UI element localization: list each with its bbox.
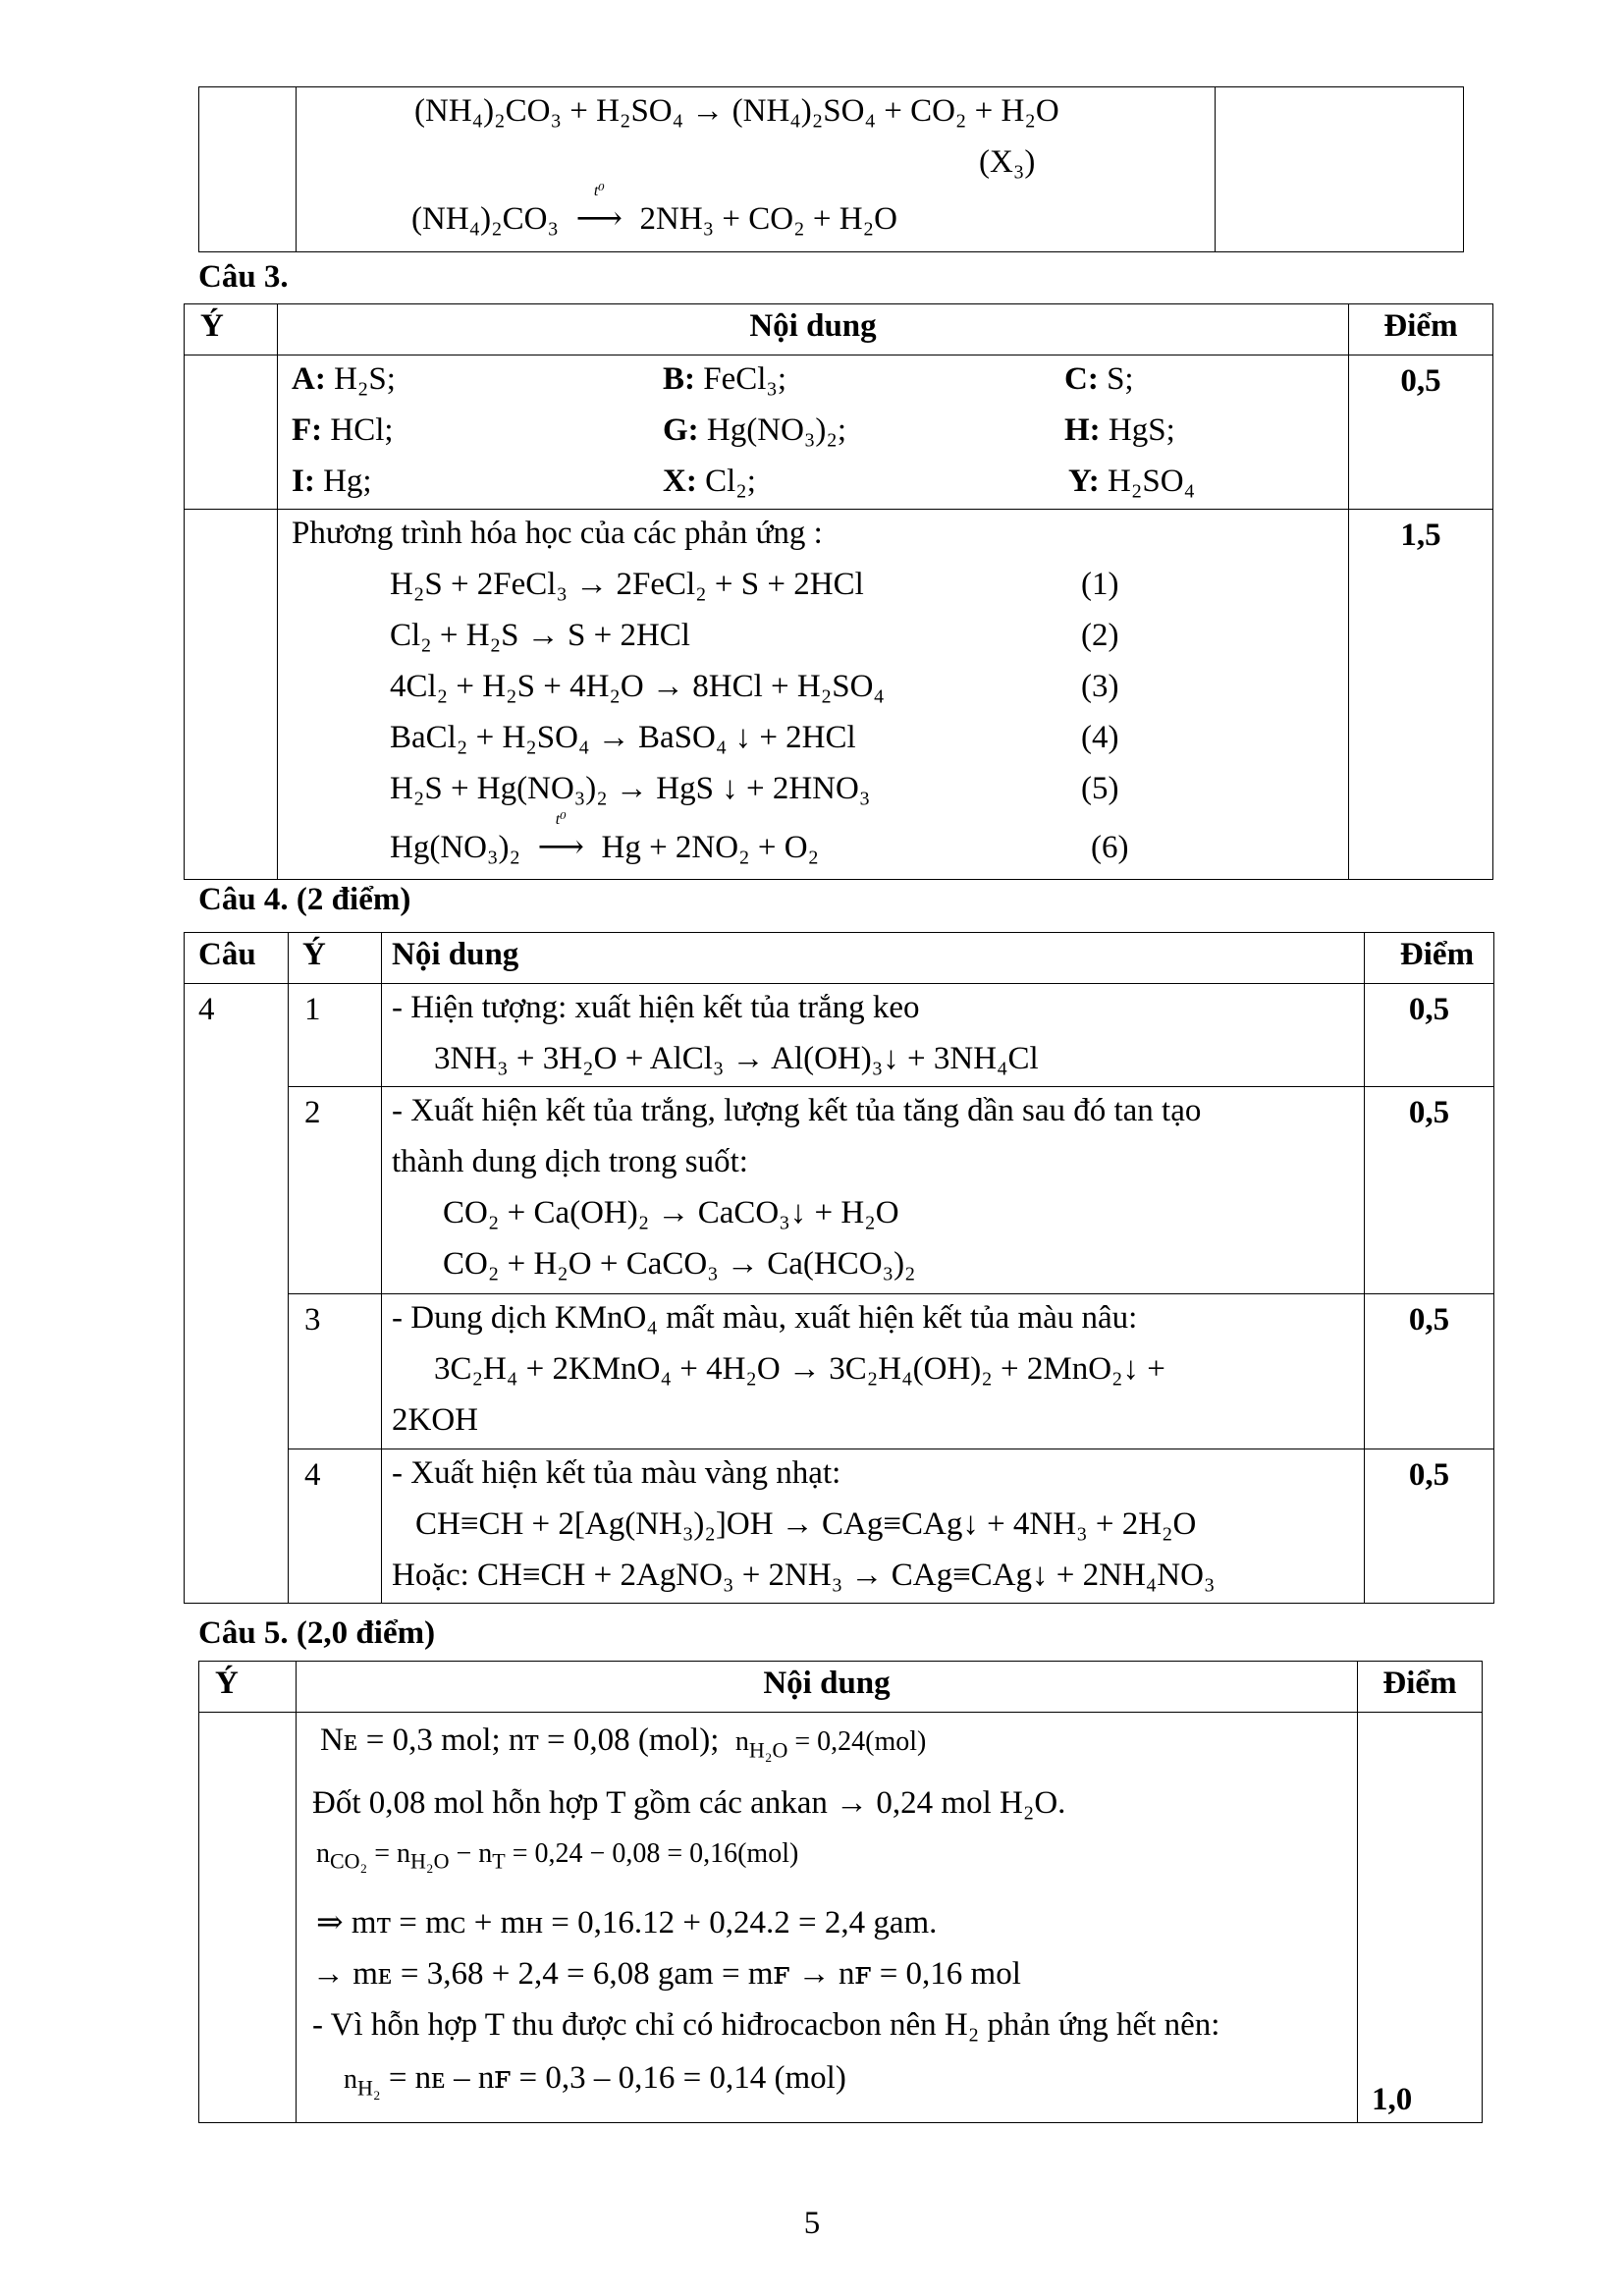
score-cell: 1,5 — [1349, 510, 1493, 880]
q3-heading: Câu 3. — [198, 259, 289, 295]
text-line: → mᴇ = 3,68 + 2,4 = 6,08 gam = mꜰ → nꜰ = 0,16 mol — [312, 1956, 1021, 1992]
q3-table — [184, 303, 1493, 880]
y-cell: 3 — [289, 1294, 382, 1449]
text-line: $n_{H_2}$ = nᴇ – nꜰ = 0,3 – 0,16 = 0,14 (mol) — [344, 2060, 846, 2101]
q5-heading: Câu 5. (2,0 điểm) — [198, 1615, 436, 1651]
heat-condition: t⁰ — [555, 811, 567, 828]
equation: H₂S + 2FeCl₃ → 2FeCl₂ + S + 2HCl — [390, 567, 864, 602]
equation: 4Cl₂ + H₂S + 4H₂O → 8HCl + H₂SO₄ — [390, 669, 885, 704]
score-cell: 0,5 — [1365, 1294, 1494, 1449]
y-cell — [185, 355, 278, 510]
equations-cell — [278, 510, 1349, 880]
header-content: Nội dung — [297, 1662, 1358, 1713]
equation: Hg(NO₃)₂ t⁰ ⟶ Hg + 2NO₂ + O₂ — [390, 811, 820, 865]
text-line: Đốt 0,08 mol hỗn hợp T gồm các ankan → 0,24 mol H₂O. — [312, 1785, 1066, 1821]
y-cell: 1 — [289, 984, 382, 1087]
equation-number: (1) — [1081, 567, 1119, 602]
text-line: $n_{CO_2} = n_{H_2O} - n_T = 0,24 - 0,08 = 0,16(mol)$ — [316, 1838, 799, 1874]
score-cell: 1,0 — [1358, 1713, 1483, 2123]
y-cell — [199, 1713, 297, 2123]
score-cell: 0,5 — [1365, 1087, 1494, 1294]
header-score: Điểm — [1349, 304, 1493, 355]
equation: H₂S + Hg(NO₃)₂ → HgS ↓ + 2HNO₃ — [390, 771, 871, 806]
substance-a: A: H₂S; — [292, 361, 396, 397]
header-content: Nội dung — [278, 304, 1349, 355]
content-cell — [297, 1713, 1358, 2123]
substance-h: H: HgS; — [1064, 412, 1175, 448]
header-content: Nội dung — [382, 933, 1365, 984]
score-cell: 0,5 — [1365, 1449, 1494, 1604]
y-cell: 4 — [289, 1449, 382, 1604]
text-line: ⇒ mᴛ = mᴄ + mʜ = 0,16.12 + 0,24.2 = 2,4 gam. — [316, 1905, 938, 1941]
top-table-score-cell — [1216, 87, 1464, 252]
equations-intro: Phương trình hóa học của các phản ứng : — [292, 516, 823, 551]
q4-heading: Câu 4. (2 điểm) — [198, 882, 411, 917]
q5-table — [198, 1661, 1483, 2123]
equation-number: (2) — [1081, 618, 1119, 653]
header-y: Ý — [185, 304, 278, 355]
heat-condition: t⁰ — [593, 183, 605, 199]
score-cell: 0,5 — [1349, 355, 1493, 510]
top-table — [198, 86, 1464, 252]
equation-label: (X₃) — [979, 144, 1036, 180]
equation: Cl₂ + H₂S → S + 2HCl — [390, 618, 690, 653]
cau-cell: 4 — [185, 984, 289, 1604]
score-cell: 0,5 — [1365, 984, 1494, 1087]
equation-number: (5) — [1081, 771, 1119, 806]
equation: (NH₄)₂CO₃ t⁰ ⟶ 2NH₃ + CO₂ + H₂O — [411, 183, 897, 237]
header-score: Điểm — [1358, 1662, 1483, 1713]
content-cell: - Hiện tượng: xuất hiện kết tủa trắng keo 3NH₃ + 3H₂O + AlCl₃ → Al(OH)₃↓ + 3NH₄Cl — [382, 984, 1365, 1087]
substance-g: G: Hg(NO₃)₂; — [663, 412, 847, 448]
q4-table — [184, 932, 1494, 1604]
top-table-y-cell — [199, 87, 297, 252]
header-cau: Câu — [185, 933, 289, 984]
substance-x: X: Cl₂; — [663, 464, 756, 499]
page-number: 5 — [803, 2206, 821, 2241]
header-score: Điểm — [1365, 933, 1494, 984]
equation-number: (4) — [1081, 720, 1119, 755]
header-y: Ý — [289, 933, 382, 984]
text-line: - Vì hỗn hợp T thu được chỉ có hiđrocacbon nên H₂ phản ứng hết nên: — [312, 2007, 1220, 2043]
equation: BaCl₂ + H₂SO₄ → BaSO₄ ↓ + 2HCl — [390, 720, 856, 755]
equation-number: (6) — [1091, 830, 1129, 865]
equation: (NH₄)₂CO₃ + H₂SO₄ → (NH₄)₂SO₄ + CO₂ + H₂O — [414, 93, 1059, 129]
y-cell: 2 — [289, 1087, 382, 1294]
text-line: Nᴇ = 0,3 mol; nᴛ = 0,08 (mol); $n_{H_2O} = 0,24(mol)$ — [320, 1722, 927, 1763]
substance-b: B: FeCl₃; — [663, 361, 787, 397]
content-cell: - Xuất hiện kết tủa màu vàng nhạt: CH≡CH + 2[Ag(NH₃)₂]OH → CAg≡CAg↓ + 4NH₃ + 2H₂O Hoặc: CH≡CH + 2AgNO₃ + 2NH₃ → CAg≡CAg↓ + 2NH₄NO₃ — [382, 1449, 1365, 1604]
y-cell — [185, 510, 278, 880]
top-table-content-cell — [297, 87, 1216, 252]
substance-y: Y: H₂SO₄ — [1068, 464, 1196, 499]
substances-cell — [278, 355, 1349, 510]
header-y: Ý — [199, 1662, 297, 1713]
content-cell: - Xuất hiện kết tủa trắng, lượng kết tủa tăng dần sau đó tan tạo thành dung dịch trong suốt: CO₂ + Ca(OH)₂ → CaCO₃↓ + H₂O CO₂ + H₂O + CaCO₃ → Ca(HCO₃)₂ — [382, 1087, 1365, 1294]
substance-c: C: S; — [1064, 361, 1134, 397]
substance-f: F: HCl; — [292, 412, 394, 448]
substance-i: I: Hg; — [292, 464, 372, 499]
content-cell: - Dung dịch KMnO₄ mất màu, xuất hiện kết tủa màu nâu: 3C₂H₄ + 2KMnO₄ + 4H₂O → 3C₂H₄(OH)₂ + 2MnO₂↓ + 2KOH — [382, 1294, 1365, 1449]
equation-number: (3) — [1081, 669, 1119, 704]
